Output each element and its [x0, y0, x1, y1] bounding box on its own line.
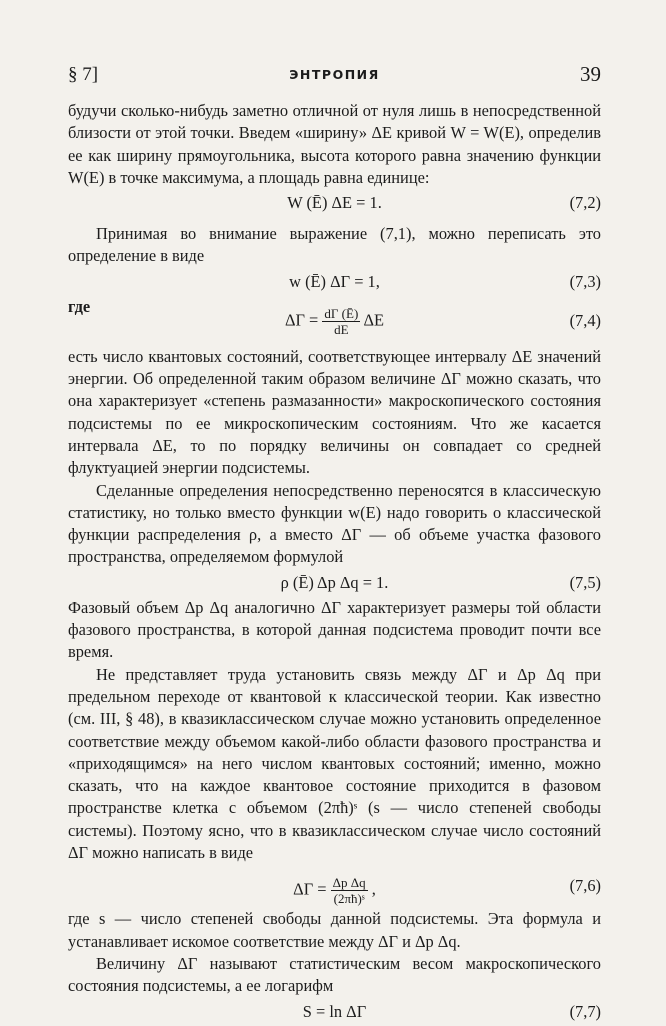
paragraph-4: Сделанные определения непосредственно переносятся в классическую статистику, но только вместо функции w(E) надо говорить о классической функции распределения ρ, а вместо ΔΓ — об объеме участка фазового пространства, определяемом формулой [68, 480, 601, 567]
fraction [322, 306, 360, 337]
equation-number: (7,6) [569, 876, 601, 896]
fraction-numerator: dΓ (Ē) [324, 305, 359, 321]
equation-7-6 [68, 864, 601, 908]
fraction [331, 875, 368, 906]
equation-number: (7,4) [569, 310, 601, 330]
fraction-numerator: Δp Δq [332, 875, 366, 891]
equation-rhs: ΔE [363, 310, 385, 330]
equation-formula: W (Ē) ΔE = 1. [287, 193, 382, 213]
fraction-denominator: (2πħ)ˢ [333, 891, 365, 907]
paragraph-7: где s — число степеней свободы данной подсистемы. Эта формула и устанавливает искомое соответствие между ΔΓ и Δp Δq. [68, 909, 601, 951]
paragraph-3: есть число квантовых состояний, соответствующее интервалу ΔE значений энергии. Об определенной таким образом величине ΔΓ можно сказать, что она характеризует «степень размазанности» макроскопического состояния подсистемы по ее микроскопическим состояниям. Что же касается интервала ΔE, то по порядку величины он совпадает со средней флуктуацией энергии подсистемы. [68, 346, 601, 478]
equation-lhs: ΔΓ = [284, 310, 319, 330]
paragraph-6: Не представляет труда установить связь между ΔΓ и Δp Δq при предельном переходе от квантовой к классической теории. Как известно (см. III, § 48), в квазиклассическом случае можно установить определенное соответствие между объемом какой-либо области фазового пространства и «приходящимся» на него числом квантовых состояний; именно, можно сказать, что на каждое квантовое состояние приходится в фазовом пространстве клетка с объемом (2πħ)ˢ (s — число степеней свободы системы). Поэтому ясно, что в квазиклассическом случае число состояний ΔΓ можно написать в виде [68, 664, 601, 863]
equation-number: (7,7) [569, 1001, 601, 1021]
equation-formula [68, 875, 601, 906]
equation-formula [68, 306, 601, 337]
running-title: ЭНТРОПИЯ [289, 67, 380, 82]
equation-number: (7,3) [569, 271, 601, 291]
equation-rhs: , [371, 879, 376, 899]
equation-7-7 [68, 998, 601, 1026]
equation-number: (7,2) [569, 193, 601, 213]
paragraph-8: Величину ΔΓ называют статистическим весом макроскопического состояния подсистемы, а ее логарифм [68, 953, 601, 996]
paragraph-1: будучи сколько-нибудь заметно отличной от нуля лишь в непосредственной близости от этой точки. Введем «ширину» ΔE кривой W = W(E), определив ее как ширину прямоугольника, высота которого равна значению функции W(E) в точке максимума, а площадь равна единице: [68, 101, 601, 187]
where-word: где [68, 296, 91, 316]
equation-lhs: ΔΓ = [293, 879, 327, 899]
equation-formula: w (Ē) ΔΓ = 1, [289, 271, 380, 291]
equation-7-3 [68, 268, 601, 296]
equation-formula: ρ (Ē) Δp Δq = 1. [280, 572, 389, 592]
fraction-denominator: dE [334, 321, 349, 337]
equation-7-2 [68, 189, 601, 217]
page-header [68, 64, 601, 88]
body-text [68, 100, 601, 1026]
paragraph-5: Фазовый объем Δp Δq аналогично ΔΓ характеризует размеры той области фазового пространства, в которой данная подсистема проводит почти все время. [68, 597, 601, 662]
section-marker: § 7] [68, 64, 99, 85]
equation-7-5 [68, 569, 601, 597]
paragraph-2: Принимая во внимание выражение (7,1), можно переписать это определение в виде [68, 224, 601, 266]
equation-7-4 [68, 296, 601, 346]
equation-formula: S = ln ΔΓ [302, 1001, 367, 1021]
page-number: 39 [580, 62, 601, 86]
equation-number: (7,5) [569, 572, 601, 592]
